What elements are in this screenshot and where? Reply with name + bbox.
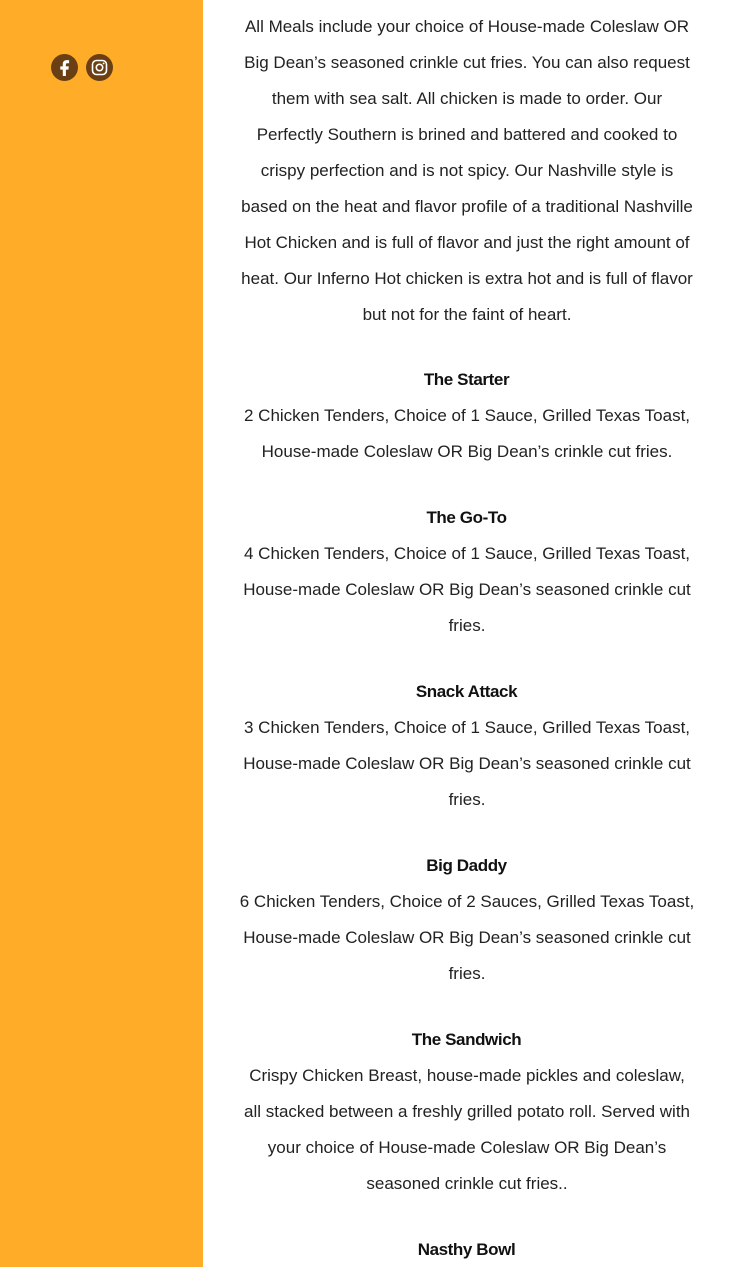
menu-item-title: Snack Attack — [415, 682, 518, 701]
menu-item-title: The Go-To — [426, 508, 507, 527]
menu-intro: All Meals include your choice of House-made Coleslaw OR Big Dean’s seasoned crinkle cut fries. You can also request them with sea salt. All chicken is made to order. Our Perfectly Southern is brined and battered and cooked to crispy perfection and is not spicy. Our Nashville style is based on the heat and flavor profile of a traditional Nashville Hot Chicken and is full of flavor and just the right amount of heat. Our Inferno Hot chicken is extra hot and is full of flavor but not for the faint of heart. — [241, 17, 693, 324]
sidebar — [0, 0, 203, 1267]
social-links — [51, 54, 113, 81]
menu-item-description: 4 Chicken Tenders, Choice of 1 Sauce, Grilled Texas Toast, House-made Coleslaw OR Big Dean’s seasoned crinkle cut fries. — [243, 544, 691, 635]
instagram-icon — [91, 59, 108, 76]
menu-item-description: Crispy Chicken Breast, house-made pickles and coleslaw, all stacked between a freshly grilled potato roll. Served with your choice of House-made Coleslaw OR Big Dean’s seasoned crinkle cut fries.. — [243, 1066, 690, 1193]
menu-item-title: Nasthy Bowl — [417, 1240, 516, 1259]
menu-item-title: Big Daddy — [426, 856, 507, 875]
menu-content — [203, 0, 730, 1267]
menu-item-description: 2 Chicken Tenders, Choice of 1 Sauce, Grilled Texas Toast, House-made Coleslaw OR Big Dean’s crinkle cut fries. — [243, 406, 691, 461]
menu-item-description: 6 Chicken Tenders, Choice of 2 Sauces, Grilled Texas Toast, House-made Coleslaw OR Big Dean’s seasoned crinkle cut fries. — [239, 892, 695, 983]
instagram-link[interactable] — [86, 54, 113, 81]
menu-item-title: The Starter — [423, 370, 510, 389]
facebook-icon — [58, 60, 72, 76]
menu-item-description: 3 Chicken Tenders, Choice of 1 Sauce, Grilled Texas Toast, House-made Coleslaw OR Big Dean’s seasoned crinkle cut fries. — [243, 718, 691, 809]
facebook-link[interactable] — [51, 54, 78, 81]
menu-item-title: The Sandwich — [411, 1030, 522, 1049]
